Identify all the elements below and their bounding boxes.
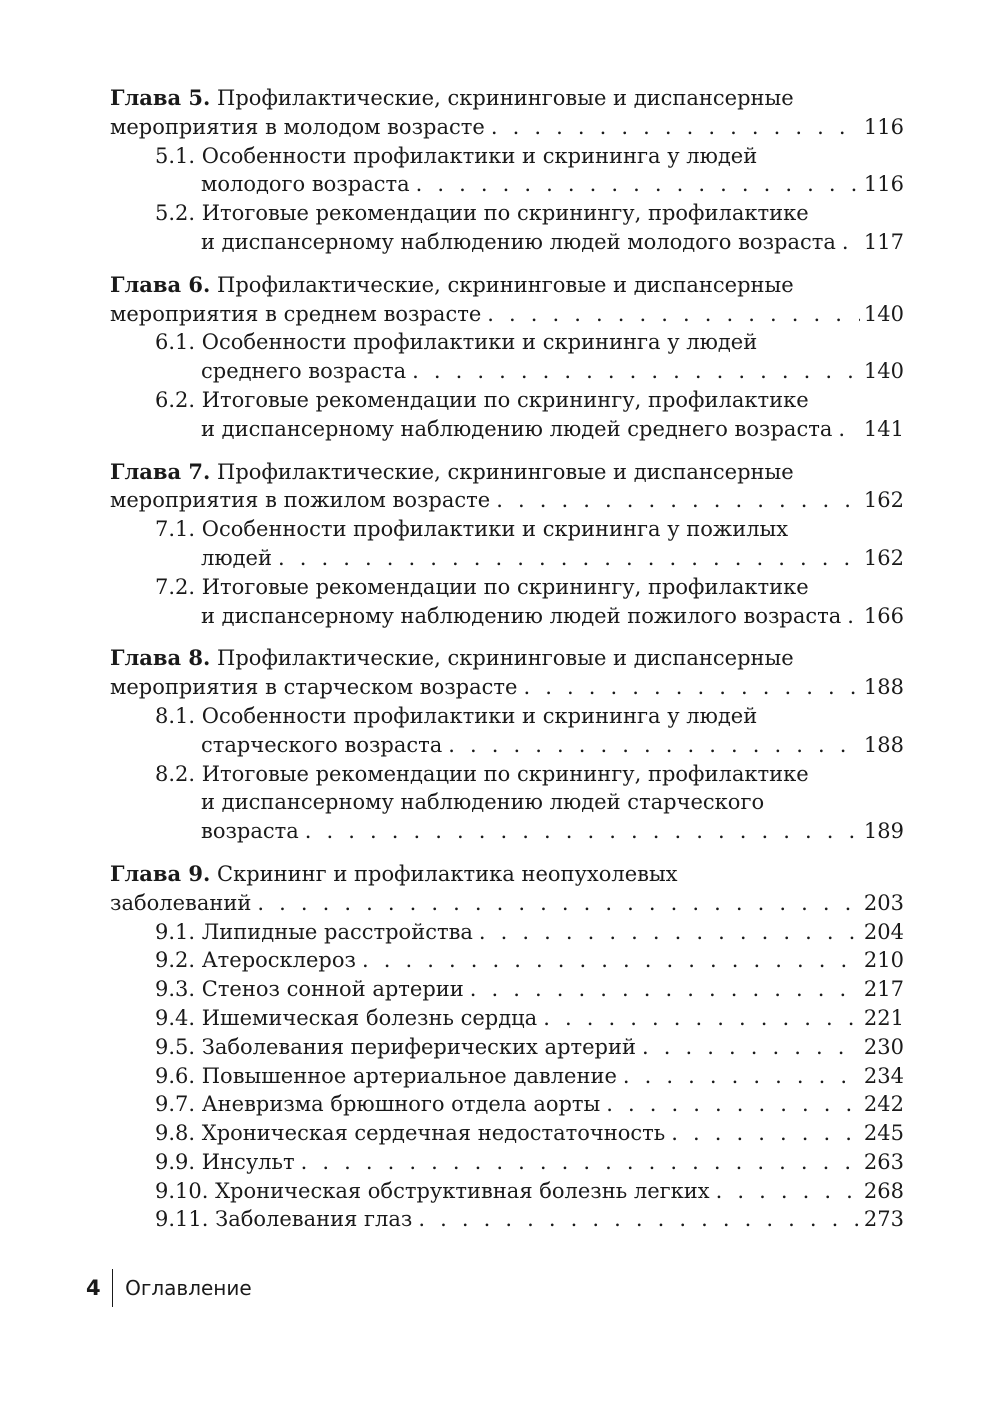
chapter-heading (110, 644, 904, 673)
chapter-label: Глава 5. (110, 85, 211, 110)
section-title: 9.1. Липидные расстройства (155, 919, 473, 944)
dot-leader (642, 1033, 860, 1062)
toc-entry[interactable] (110, 170, 904, 199)
chapter-title-cont: мероприятия в среднем возрасте (110, 301, 482, 326)
page-ref: 116 (863, 172, 904, 197)
dot-leader (479, 918, 860, 947)
chapter-heading (110, 271, 904, 300)
dot-leader (301, 1148, 860, 1177)
section-title: 9.6. Повышенное артериальное давление (155, 1063, 617, 1088)
dot-leader (847, 602, 860, 631)
section-title-cont: возраста (201, 819, 299, 844)
dot-leader (523, 673, 859, 702)
page-ref: 221 (863, 1005, 904, 1030)
page-ref: 210 (863, 948, 904, 973)
dot-leader (543, 1004, 860, 1033)
page-ref: 188 (863, 732, 904, 757)
chapter-title: Профилактические, скрининговые и диспансерные (217, 459, 794, 484)
chapter-title: Профилактические, скрининговые и диспансерные (217, 272, 794, 297)
toc-entry[interactable] (110, 1177, 904, 1206)
section-title: 5.1. Особенности профилактики и скрининга у людей (155, 143, 758, 168)
section-title-cont: и диспансерному наблюдению людей среднего возраста (201, 416, 833, 441)
dot-leader (418, 1205, 860, 1234)
toc-entry[interactable] (110, 1119, 904, 1148)
section-title: 9.8. Хроническая сердечная недостаточность (155, 1121, 666, 1146)
section-title-cont: людей (201, 545, 272, 570)
footer-divider (112, 1269, 114, 1307)
section-title: 7.2. Итоговые рекомендации по скринингу, профилактике (155, 574, 809, 599)
table-of-contents (110, 84, 904, 1234)
toc-entry[interactable] (110, 673, 904, 702)
page-ref: 189 (863, 819, 904, 844)
toc-chapter-7 (110, 458, 904, 631)
dot-leader (496, 486, 860, 515)
toc-chapter-5 (110, 84, 904, 257)
dot-leader (416, 170, 860, 199)
section-title: 9.7. Аневризма брюшного отдела аорты (155, 1092, 601, 1117)
page-ref: 162 (863, 545, 904, 570)
dot-leader (842, 228, 860, 257)
page-ref: 242 (863, 1092, 904, 1117)
chapter-heading (110, 860, 904, 889)
section-title: 9.9. Инсульт (155, 1149, 295, 1174)
chapter-title-cont: мероприятия в пожилом возрасте (110, 488, 491, 513)
dot-leader (716, 1177, 860, 1206)
section-title: 9.11. Заболевания глаз (155, 1207, 413, 1232)
section-title-cont: и диспансерному наблюдению людей старческого (201, 790, 765, 815)
chapter-label: Глава 6. (110, 271, 211, 297)
toc-entry[interactable] (110, 918, 904, 947)
page-ref: 162 (863, 488, 904, 513)
chapter-label: Глава 9. (110, 860, 211, 886)
section-title: 9.2. Атеросклероз (155, 948, 356, 973)
dot-leader (623, 1062, 860, 1091)
toc-entry[interactable] (110, 817, 904, 846)
dot-leader (448, 731, 860, 760)
page-footer (86, 1268, 252, 1308)
page-ref: 116 (863, 114, 904, 139)
running-title: Оглавление (125, 1276, 252, 1300)
dot-leader (671, 1119, 860, 1148)
dot-leader (305, 817, 860, 846)
section-title: 9.10. Хроническая обструктивная болезнь легких (155, 1178, 710, 1203)
chapter-heading (110, 458, 904, 487)
chapter-title-cont: мероприятия в молодом возрасте (110, 114, 485, 139)
toc-chapter-6 (110, 271, 904, 444)
page-ref: 217 (863, 977, 904, 1002)
dot-leader (470, 975, 860, 1004)
dot-leader (257, 889, 860, 918)
dot-leader (606, 1090, 860, 1119)
dot-leader (412, 357, 860, 386)
page-ref: 117 (863, 229, 904, 254)
section-title-cont: и диспансерному наблюдению людей молодого возраста (201, 229, 836, 254)
toc-entry[interactable] (110, 300, 904, 329)
toc-chapter-8 (110, 644, 904, 846)
toc-entry[interactable] (110, 602, 904, 631)
chapter-title: Профилактические, скрининговые и диспансерные (217, 646, 794, 671)
toc-entry[interactable] (110, 1090, 904, 1119)
dot-leader (278, 544, 860, 573)
page-ref: 203 (863, 890, 904, 915)
toc-entry[interactable] (110, 544, 904, 573)
toc-entry[interactable] (110, 1205, 904, 1234)
dot-leader (362, 946, 860, 975)
page-ref: 166 (863, 603, 904, 628)
page-ref: 268 (863, 1178, 904, 1203)
page-ref: 140 (863, 301, 904, 326)
toc-entry[interactable] (110, 486, 904, 515)
toc-entry[interactable] (110, 946, 904, 975)
chapter-title: Профилактические, скрининговые и диспансерные (217, 86, 794, 110)
page-ref: 140 (863, 359, 904, 384)
section-title: 8.2. Итоговые рекомендации по скринингу, профилактике (155, 761, 809, 786)
toc-entry[interactable] (110, 1033, 904, 1062)
page-ref: 234 (863, 1063, 904, 1088)
page-ref: 273 (863, 1207, 904, 1232)
page-ref: 230 (863, 1034, 904, 1059)
section-title: 7.1. Особенности профилактики и скрининга у пожилых (155, 517, 789, 542)
chapter-title-cont: заболеваний (110, 890, 252, 915)
section-title-cont: старческого возраста (201, 732, 443, 757)
chapter-title-cont: мероприятия в старческом возрасте (110, 675, 518, 700)
chapter-title: Скрининг и профилактика неопухолевых (217, 861, 678, 886)
toc-entry[interactable] (110, 1062, 904, 1091)
section-title-cont: и диспансерному наблюдению людей пожилого возраста (201, 603, 842, 628)
section-title-cont: среднего возраста (201, 359, 407, 384)
page-ref: 141 (863, 416, 904, 441)
toc-entry[interactable] (110, 731, 904, 760)
toc-entry[interactable] (110, 1004, 904, 1033)
chapter-heading (110, 84, 904, 113)
toc-entry[interactable] (110, 1148, 904, 1177)
toc-chapter-9 (110, 860, 904, 1234)
toc-entry[interactable] (110, 975, 904, 1004)
section-title: 5.2. Итоговые рекомендации по скринингу, профилактике (155, 201, 809, 226)
dot-leader (838, 415, 860, 444)
section-title: 6.1. Особенности профилактики и скрининга у людей (155, 330, 758, 355)
page-number: 4 (86, 1276, 101, 1300)
page-ref: 245 (863, 1121, 904, 1146)
chapter-label: Глава 7. (110, 458, 211, 484)
toc-entry[interactable] (110, 357, 904, 386)
section-title: 6.2. Итоговые рекомендации по скринингу, профилактике (155, 387, 809, 412)
section-title: 9.3. Стеноз сонной артерии (155, 977, 464, 1002)
section-title: 9.5. Заболевания периферических артерий (155, 1034, 636, 1059)
toc-entry[interactable] (110, 415, 904, 444)
toc-entry[interactable] (110, 113, 904, 142)
toc-entry[interactable] (110, 889, 904, 918)
chapter-label: Глава 8. (110, 645, 211, 671)
section-title: 8.1. Особенности профилактики и скрининга у людей (155, 703, 758, 728)
toc-entry[interactable] (110, 228, 904, 257)
page-ref: 263 (863, 1149, 904, 1174)
section-title: 9.4. Ишемическая болезнь сердца (155, 1005, 538, 1030)
section-title-cont: молодого возраста (201, 172, 410, 197)
page-ref: 204 (863, 919, 904, 944)
dot-leader (487, 300, 860, 329)
page-ref: 188 (863, 675, 904, 700)
dot-leader (491, 113, 860, 142)
